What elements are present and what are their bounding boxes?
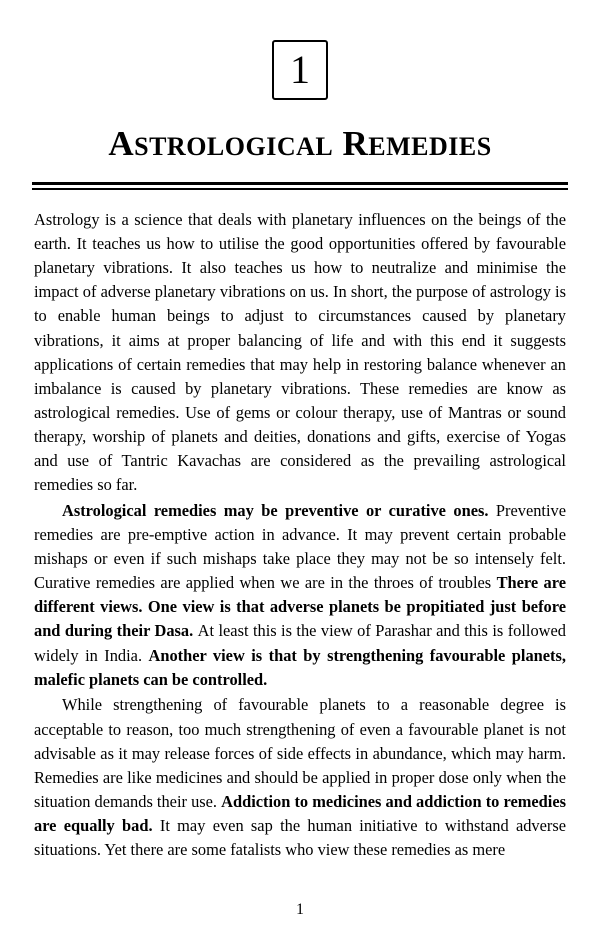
chapter-title-remedies-rest: EMEDIES	[368, 132, 492, 161]
chapter-title-r: R	[342, 124, 369, 163]
text-run-bold: Astrological remedies may be preventive or curative ones.	[62, 500, 496, 520]
paragraph	[34, 693, 566, 862]
page-number: 1	[296, 901, 304, 918]
text-run: While strengthening of favourable planets to a reasonable degree is acceptable to reason, too much strengthening of even a favourable planet is not advisable as it may release forces of side effects in abundance, which may harm. Remedies are like medicines and should be applied in proper dose only when the situation demands their use.	[34, 695, 566, 811]
text-run-bold: Addiction to medicines and addiction to remedies are equally bad.	[34, 791, 566, 835]
divider-rule-thin	[32, 188, 568, 190]
chapter-number: 1	[290, 47, 310, 92]
text-run: Astrology is a science that deals with planetary influences on the beings of the earth. It teaches us how to utilise the good opportunities offered by favourable planetary vibrations. It also teaches us how to neutralize and minimise the impact of adverse planetary vibrations on us. In short, the purpose of astrology is to enable human beings to adjust to circumstances caused by planetary vibrations, it aims at proper balancing of life and with this end it suggests applications of certain remedies that may help in restoring balance whenever an imbalance is caused by planetary vibrations. These remedies are know as astrological remedies. Use of gems or colour therapy, use of Mantras or sound therapy, worship of planets and deities, donations and gifts, exercise of Yogas and use of Tantric Kavachas are considered as the prevailing astrological remedies so far.	[34, 210, 566, 495]
chapter-title-a: A	[108, 124, 135, 163]
text-run: It may even sap the human initiative to withstand adverse situations. Yet there are some fatalists who view these remedies as mere	[34, 815, 566, 860]
title-divider	[32, 182, 568, 190]
page-title	[0, 124, 600, 164]
chapter-number-box	[272, 40, 328, 100]
text-run-bold: Another view is that by strengthening favourable planets, malefic planets can be controlled.	[34, 645, 566, 689]
text-run: At least this is the view of Parashar and this is followed widely in India.	[34, 621, 566, 665]
chapter-title-astrological-rest: STROLOGICAL	[134, 132, 334, 161]
paragraph	[34, 499, 566, 692]
chapter-number-container	[0, 0, 600, 100]
paragraph	[34, 208, 566, 497]
body-text	[34, 208, 566, 862]
text-run-bold: There are different views. One view is that adverse planets be propitiated just before and during their Dasa.	[34, 573, 567, 641]
text-run: Preventive remedies are pre-emptive action in advance. It may prevent certain probable mishaps or even if such mishaps take place they may not be so intensely felt. Curative remedies are applied when we are in the throes of troubles	[34, 500, 566, 593]
